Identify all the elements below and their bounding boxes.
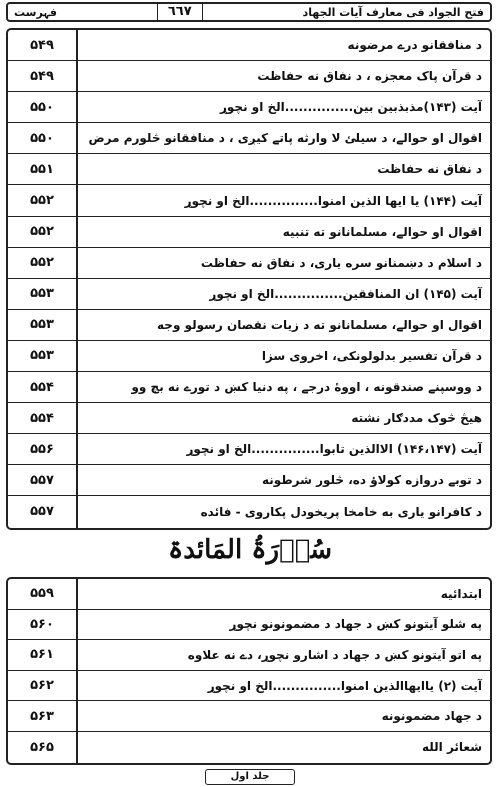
toc-page-number: ۵۶۱: [8, 640, 78, 670]
toc-entry-title: د منافقانو درے مرضونه: [347, 38, 482, 53]
toc-entry-title: ابتدائیه: [440, 586, 482, 601]
toc-page-number: ۵۴۹: [8, 61, 78, 91]
toc-entry-title: د توبے دروازه کولاؤ ده، څلور شرطونه: [262, 473, 482, 488]
toc-row[interactable]: [8, 92, 490, 123]
toc-entry-title: د جهاد مضمونونه: [381, 709, 482, 724]
toc-row[interactable]: [8, 701, 490, 732]
toc-page-number: ۵۶۰: [8, 610, 78, 640]
toc-row[interactable]: [8, 403, 490, 434]
toc-page-number: ۵۵۱: [8, 154, 78, 184]
toc-entry-title: په شلو آیتونو کښ د جهاد د مضمونونو نچوړ: [229, 617, 482, 632]
toc-page-number: ۵۵۰: [8, 123, 78, 153]
toc-page-number: ۵۵۲: [8, 248, 78, 278]
toc-entry-title: آیت (۱۴۶،۱۴۷) الاالذین تابوا...............الخ او نچوړ: [186, 442, 482, 457]
toc-page-number: ۵۶۲: [8, 671, 78, 701]
toc-row[interactable]: [8, 579, 490, 610]
toc-entry-title: آیت (۱۴۴) یا ایها الذین امنوا...............الخ او نچوړ: [184, 193, 482, 208]
toc-page-number: ۵۴۹: [8, 30, 78, 60]
toc-page-number: ۵۵۴: [8, 403, 78, 433]
toc-entry-title: شعائر الله: [421, 740, 482, 755]
toc-entry-title: د قرآن تفسیر بدلولونکی، اخروی سزا: [261, 348, 482, 363]
toc-page-number: ۵۶۵: [8, 732, 78, 763]
toc-page-number: ۵۵۳: [8, 279, 78, 309]
toc-row[interactable]: [8, 248, 490, 279]
toc-page-number: ۵۵۹: [8, 579, 78, 609]
toc-entry-title: آیت (۱۴۵) ان المنافقین...............الخ او نچوړ: [209, 286, 482, 301]
volume-label: جلد اول: [205, 769, 295, 785]
toc-entry-title: اقوال او حوالے، مسلمانانو ته تنبیه: [282, 224, 482, 239]
toc-row[interactable]: [8, 61, 490, 92]
toc-page-number: ۵۵۷: [8, 465, 78, 495]
toc-row[interactable]: [8, 671, 490, 702]
toc-row[interactable]: [8, 123, 490, 154]
toc-entry-title: اقوال او حوالے، د سیلئ لا وارثه پاتے کیږی ، د منافقانو څلورم مرض: [88, 131, 482, 146]
index-label: فہرست: [14, 5, 57, 19]
toc-table-section-1: [6, 28, 492, 530]
toc-entry-title: آیت (۱۴۳)مذبذبین بین...............الخ او نچوړ: [220, 100, 482, 115]
toc-page-number: ۵۵۲: [8, 185, 78, 215]
toc-entry-title: اقوال او حوالے، مسلمانانو ته د زیات نقصان رسولو وجه: [157, 317, 482, 332]
toc-page-number: ۵۵۰: [8, 92, 78, 122]
toc-row[interactable]: [8, 217, 490, 248]
toc-entry-title: په اتو آیتونو کښ د جهاد د اشارو نچوړ، دے نه علاوه: [187, 647, 482, 662]
toc-row[interactable]: [8, 465, 490, 496]
page-number: ٦٦٧: [157, 4, 203, 20]
toc-entry-title: هیڅ څوک مددګار نشته: [351, 411, 482, 426]
toc-row[interactable]: [8, 732, 490, 763]
surah-heading: سُوۡرَۃُ المَائدۃ: [167, 535, 333, 565]
toc-page-number: ۵۶۳: [8, 701, 78, 731]
toc-row[interactable]: [8, 610, 490, 641]
toc-entry-title: آیت (۲) یاایهاالذین امنوا...............الخ او نچوړ: [207, 678, 482, 693]
toc-page-number: ۵۵۴: [8, 372, 78, 402]
toc-row[interactable]: [8, 496, 490, 527]
toc-page-number: ۵۵۳: [8, 341, 78, 371]
toc-row[interactable]: [8, 372, 490, 403]
toc-row[interactable]: [8, 185, 490, 216]
page-header: [6, 2, 492, 22]
toc-page-number: ۵۵۲: [8, 217, 78, 247]
toc-entry-title: د نفاق نه حفاظت: [377, 162, 482, 177]
toc-entry-title: د قرآن پاک معجزه ، د نفاق نه حفاظت: [257, 69, 482, 84]
toc-page-number: ۵۵۳: [8, 310, 78, 340]
toc-entry-title: د اسلام د دښمنانو سره یاری، د نفاق نه حفاظت: [200, 255, 482, 270]
toc-row[interactable]: [8, 341, 490, 372]
toc-row[interactable]: [8, 154, 490, 185]
toc-row[interactable]: [8, 279, 490, 310]
toc-page-number: ۵۵۷: [8, 496, 78, 527]
toc-row[interactable]: [8, 310, 490, 341]
toc-entry-title: د ووسپنے صندقونه ، اووهٔ درجے ، په دنیا کښ د تورے نه بچ وو: [131, 380, 482, 395]
toc-page-number: ۵۵۶: [8, 434, 78, 464]
book-title: فتح الجواد فی معارف آیات الجھاد: [302, 5, 484, 19]
toc-row[interactable]: [8, 434, 490, 465]
toc-row[interactable]: [8, 640, 490, 671]
toc-entry-title: د کافرانو یاری به خامخا پریخودل پکاروی - فائده: [200, 504, 482, 519]
toc-table-section-2: [6, 577, 492, 765]
toc-row[interactable]: [8, 30, 490, 61]
